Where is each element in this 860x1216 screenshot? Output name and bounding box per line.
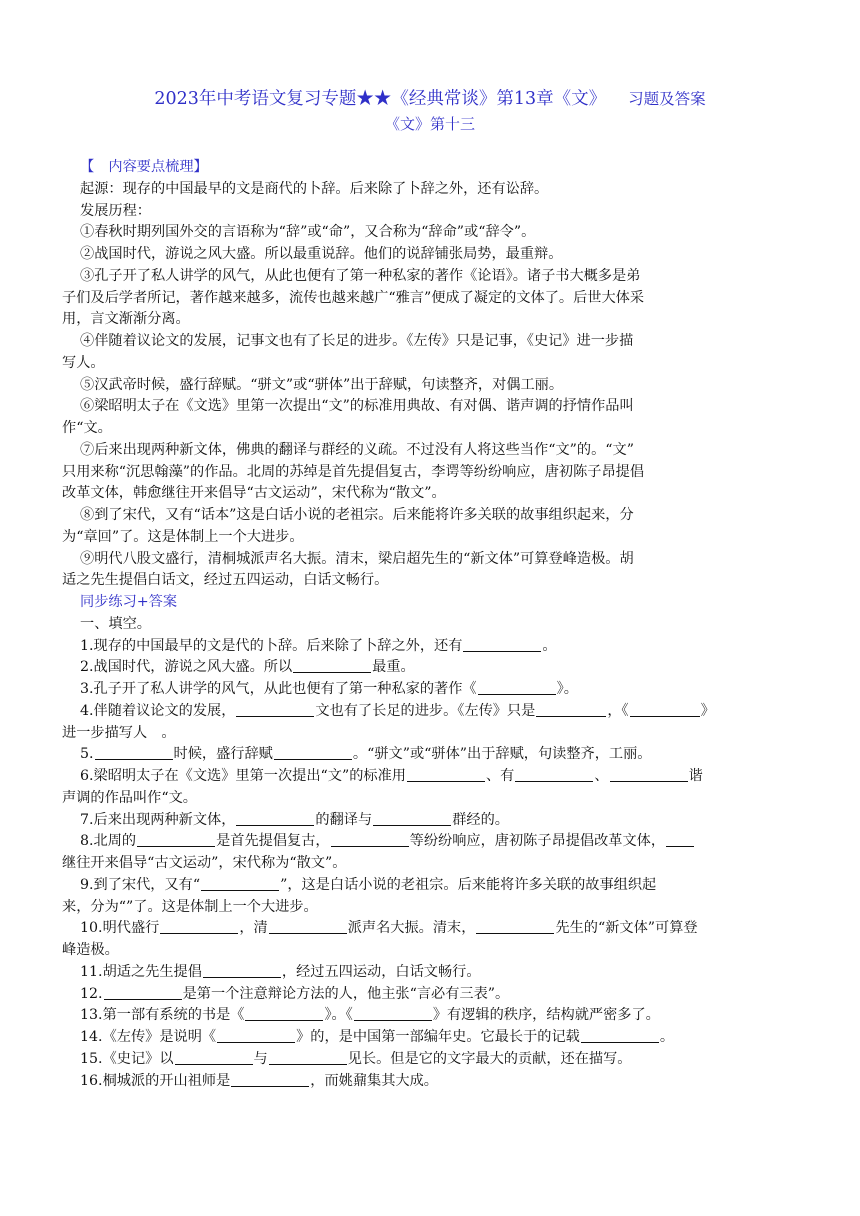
paragraph-cont: 用，言文渐渐分离。 <box>62 311 190 328</box>
question-4-cont: 进一步描写人 。 <box>62 724 176 741</box>
question-15: 15.《史记》以 与 见长。但是它的文字最大的贡献，还在描写。 <box>80 1050 632 1067</box>
answer-blank[interactable] <box>236 701 314 717</box>
answer-blank[interactable] <box>666 831 694 847</box>
answer-blank[interactable] <box>203 962 281 978</box>
paragraph: ⑧到了宋代，又有“话本”这是白话小说的老祖宗。后来能将许多关联的故事组织起来，分 <box>80 507 634 523</box>
question-8: 8.北周的 是首先提倡复古， 等纷纷响应，唐初陈子昂提倡改革文体， <box>80 831 792 853</box>
answer-blank[interactable] <box>175 1049 253 1065</box>
answer-blank[interactable] <box>581 1027 659 1043</box>
question-14: 14.《左传》是说明《 》的，是中国第一部编年史。它最长于的记载 。 <box>80 1029 675 1045</box>
answer-blank[interactable] <box>331 831 409 847</box>
answer-blank[interactable] <box>160 918 238 934</box>
answer-blank[interactable] <box>463 636 541 652</box>
question-4: 4.伴随着议论文的发展， 文也有了长足的进步。《左传》只是 ，《 》 <box>80 702 715 719</box>
answer-blank[interactable] <box>354 1005 432 1021</box>
paragraph-cont: 为“章回”了。这是体制上一个大进步。 <box>62 528 304 545</box>
question-5: 5. 时候，盛行辞赋 。“骈文”或“骈体”出于辞赋，句读整齐，工丽。 <box>80 746 652 763</box>
paragraph: 起源：现存的中国最早的文是商代的卜辞。后来除了卜辞之外，还有讼辞。 <box>80 180 549 197</box>
answer-blank[interactable] <box>536 701 606 717</box>
title-main: 2023年中考语文复习专题★★《经典常谈》第13章《文》 <box>154 89 607 109</box>
question-9: 9.到了宋代，又有“ ”，这是白话小说的老祖宗。后来能将许多关联的故事组织起 <box>80 876 657 893</box>
answer-blank[interactable] <box>104 984 182 1000</box>
paragraph: 发展历程： <box>80 202 151 219</box>
answer-blank[interactable] <box>274 744 352 760</box>
answer-blank[interactable] <box>476 918 554 934</box>
practice-heading: 同步练习+答案 <box>80 594 178 610</box>
question-1: 1.现存的中国最早的文是代的卜辞。后来除了卜辞之外，还有 。 <box>80 637 557 654</box>
answer-blank[interactable] <box>95 744 173 760</box>
paragraph: ⑦后来出现两种新文体，佛典的翻译与群经的义疏。不过没有人将这些当作“文”的。“文” <box>80 441 634 458</box>
answer-blank[interactable] <box>245 1005 323 1021</box>
answer-blank[interactable] <box>515 766 593 782</box>
section-title: 一、填空。 <box>80 615 151 632</box>
summary-heading: 【 内容要点梳理】 <box>80 159 208 175</box>
title-suffix: 习题及答案 <box>628 90 706 108</box>
answer-blank[interactable] <box>630 701 700 717</box>
paragraph: ⑤汉武帝时候，盛行辞赋。“骈文”或“骈体”出于辞赋，句读整齐，对偶工丽。 <box>80 376 564 393</box>
question-6: 6.梁昭明太子在《文选》里第一次提出“文”的标准用 、有 、 谐 <box>80 768 703 784</box>
answer-blank[interactable] <box>137 831 215 847</box>
question-2: 2.战国时代，游说之风大盛。所以 最重。 <box>80 659 415 676</box>
answer-blank[interactable] <box>217 1027 295 1043</box>
paragraph-cont: 子们及后学者所记，著作越来越多，流传也越来越广“雅言”便成了凝定的文体了。后世大体采 <box>62 289 645 306</box>
document-subtitle: 《文》第十三 <box>384 115 475 133</box>
answer-blank[interactable] <box>610 766 688 782</box>
question-16: 16.桐城派的开山祖师是 ，而姚鼐集其大成。 <box>80 1072 438 1089</box>
question-11: 11.胡适之先生提倡 ，经过五四运动，白话文畅行。 <box>80 963 481 980</box>
answer-blank[interactable] <box>201 875 279 891</box>
paragraph: ②战国时代，游说之风大盛。所以最重说辞。他们的说辞铺张局势，最重辩。 <box>80 246 563 262</box>
question-12: 12. 是第一个注意辩论方法的人，他主张“言必有三表”。 <box>80 985 510 1002</box>
answer-blank[interactable] <box>236 810 314 826</box>
document-title <box>0 88 860 110</box>
answer-blank[interactable] <box>269 918 347 934</box>
answer-blank[interactable] <box>269 1049 347 1065</box>
paragraph-cont: 改革文体，韩愈继往开来倡导“古文运动”，宋代称为“散文”。 <box>62 485 446 502</box>
question-13: 13.第一部有系统的书是《 》。《 》有逻辑的秩序，结构就严密多了。 <box>80 1007 660 1024</box>
paragraph-cont: 只用来称“沉思翰藻”的作品。北周的苏绰是首先提倡复古，李谔等纷纷响应，唐初陈子昂提倡 <box>62 463 645 480</box>
answer-blank[interactable] <box>231 1071 309 1087</box>
question-9-cont: 来，分为“”了。这是体制上一个大进步。 <box>62 898 318 915</box>
answer-blank[interactable] <box>373 810 451 826</box>
paragraph-cont: 适之先生提倡白话文，经过五四运动，白话文畅行。 <box>62 572 389 589</box>
question-3: 3.孔子开了私人讲学的风气，从此也便有了第一种私家的著作《 》。 <box>80 681 578 697</box>
paragraph: ⑨明代八股文盛行，清桐城派声名大振。清末，梁启超先生的“新文体”可算登峰造极。胡 <box>80 550 634 567</box>
answer-blank[interactable] <box>478 679 556 695</box>
paragraph-cont: 写人。 <box>62 354 105 371</box>
question-6-cont: 声调的作品叫作“文。 <box>62 789 197 806</box>
paragraph-cont: 作“文。 <box>62 420 112 436</box>
answer-blank[interactable] <box>293 657 371 673</box>
paragraph: ①春秋时期列国外交的言语称为“辞”或“命”，又合称为“辞命”或“辞令”。 <box>80 224 536 241</box>
document-body <box>62 157 792 1092</box>
question-10-cont: 峰造极。 <box>62 942 119 958</box>
paragraph: ④伴随着议论文的发展，记事文也有了长足的进步。《左传》只是记事，《史记》进一步描 <box>80 333 634 349</box>
paragraph: ③孔子开了私人讲学的风气，从此也便有了第一种私家的著作《论语》。诸子书大概多是弟 <box>80 267 641 284</box>
question-8-cont: 继往开来倡导“古文运动”，宋代称为“散文”。 <box>62 855 347 871</box>
question-10: 10.明代盛行 ，清 派声名大振。清末， 先生的“新文体”可算登 <box>80 920 698 937</box>
answer-blank[interactable] <box>407 766 485 782</box>
question-7: 7.后来出现两种新文体， 的翻译与 群经的。 <box>80 811 509 828</box>
paragraph: ⑥梁昭明太子在《文选》里第一次提出“文”的标准用典故、有对偶、谐声调的抒情作品叫 <box>80 398 634 415</box>
